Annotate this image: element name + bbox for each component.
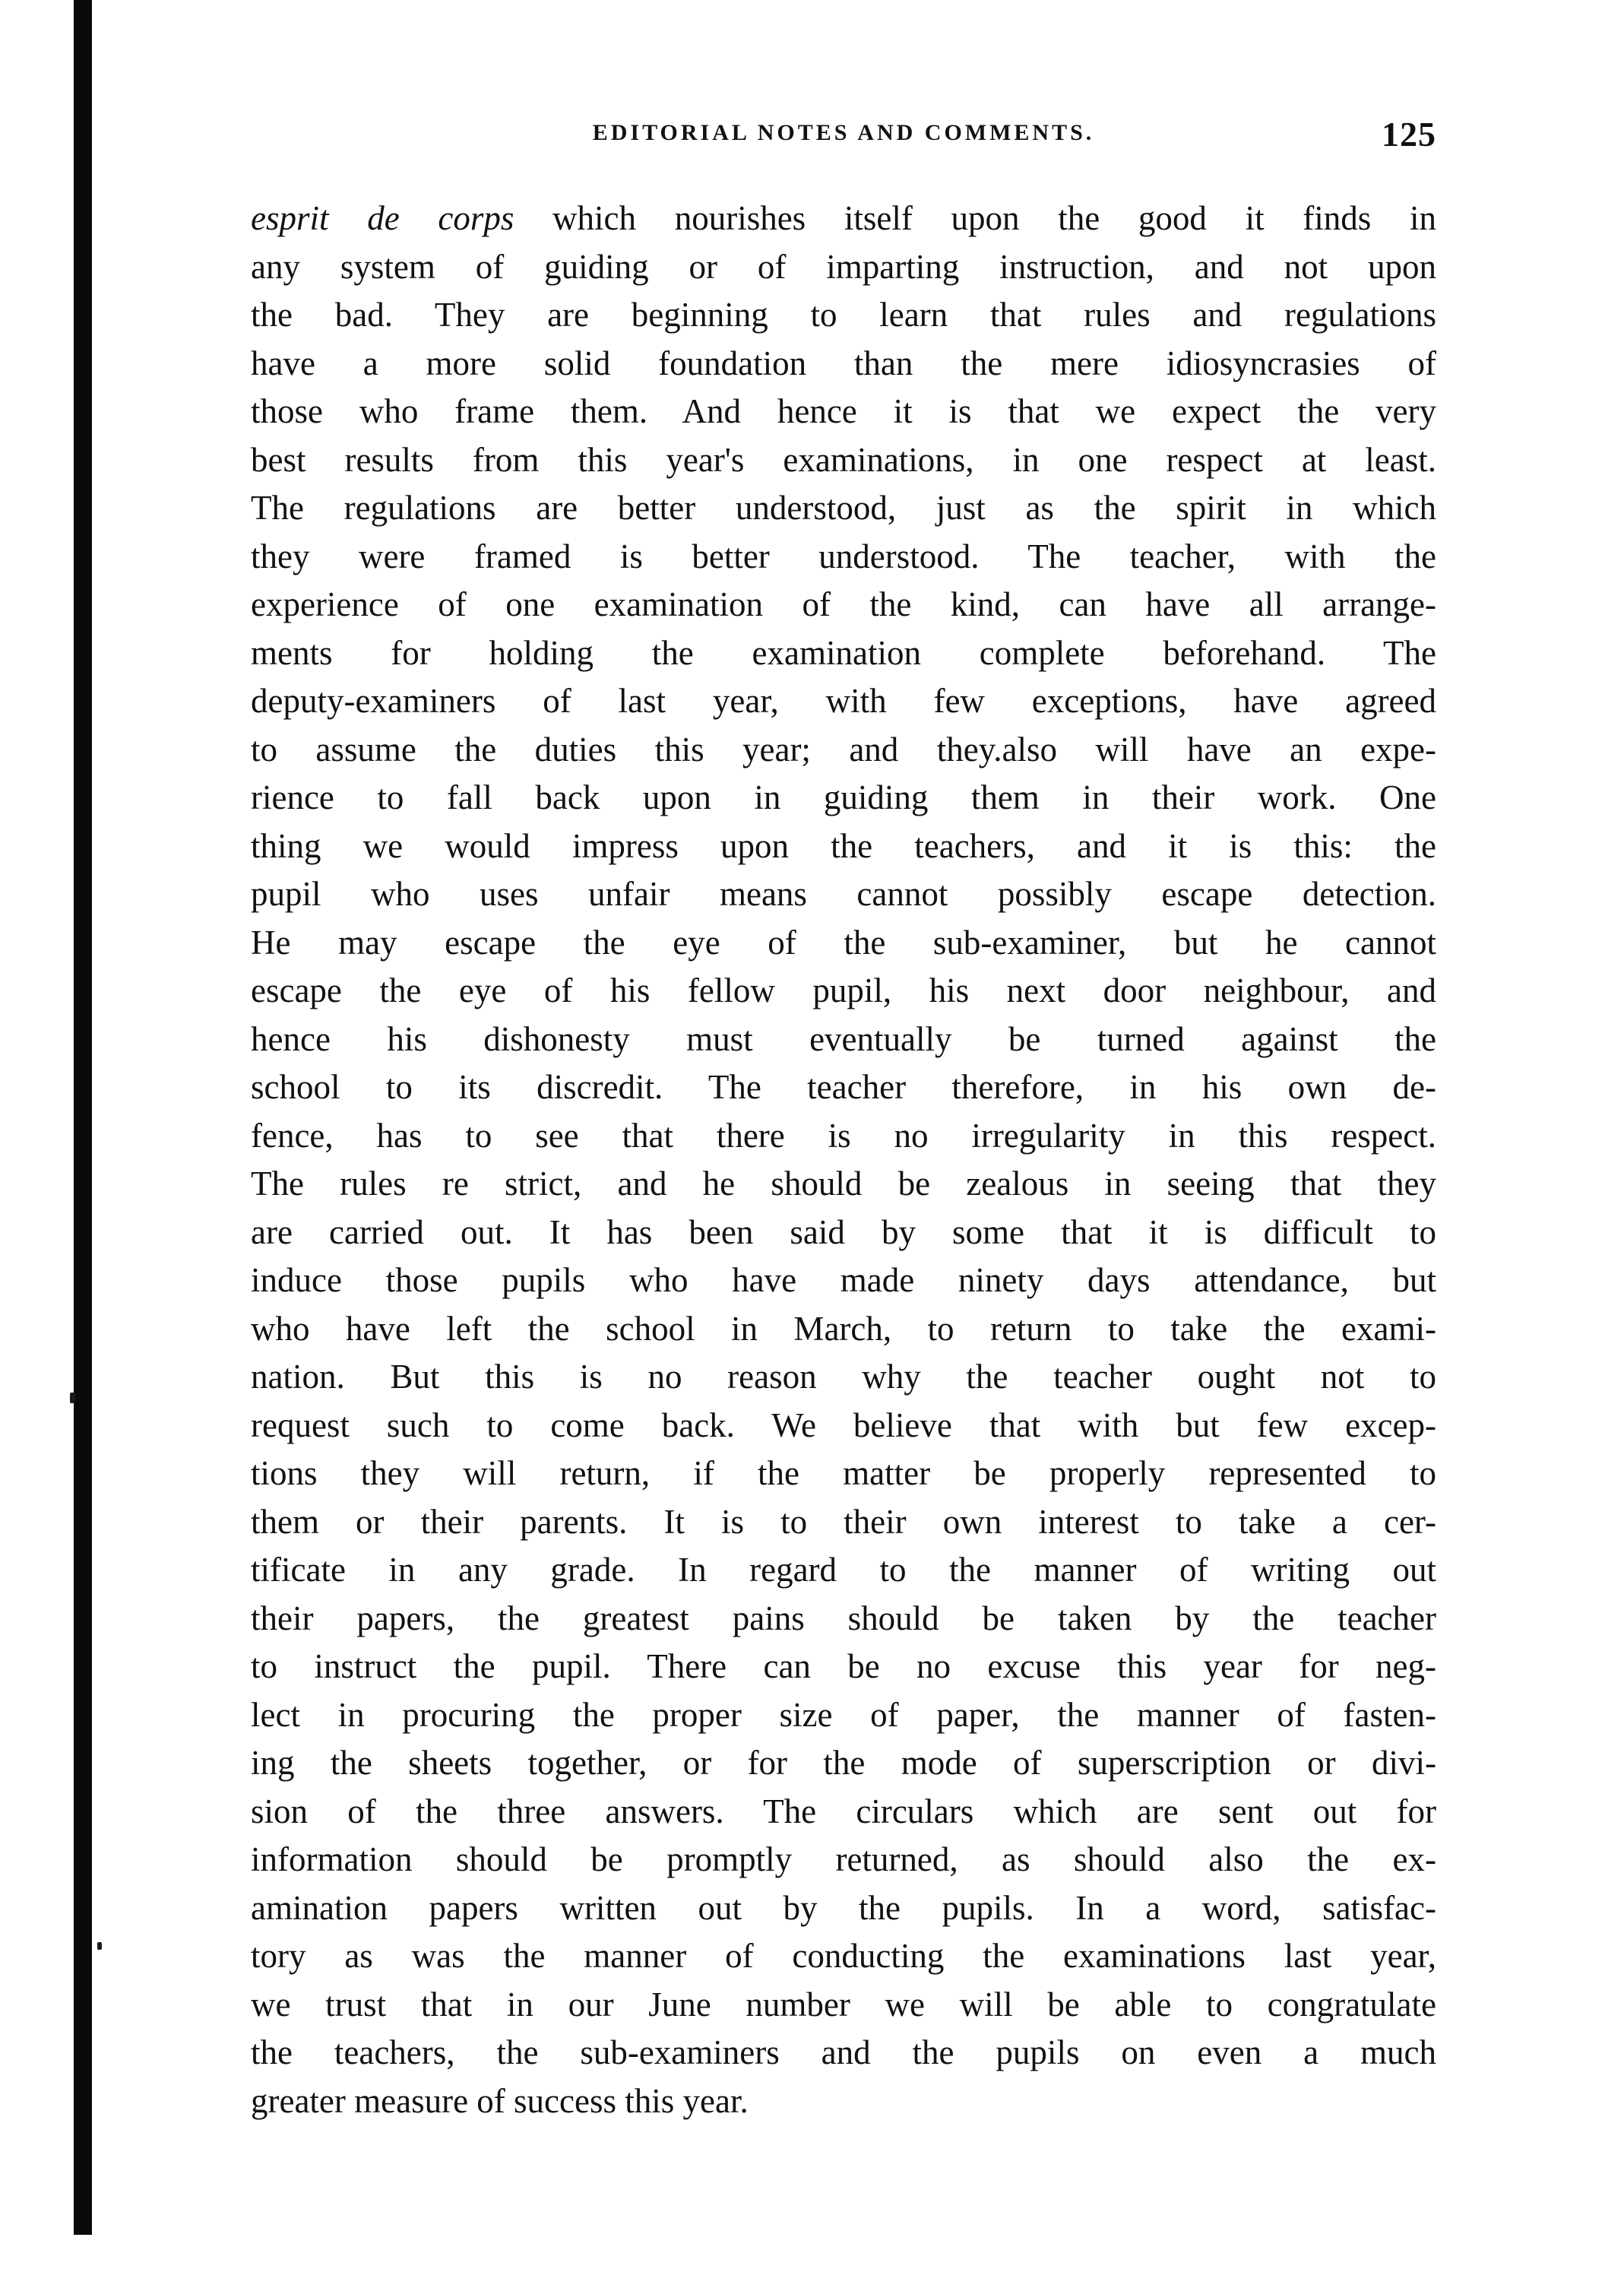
text-line: sion of the three answers. The circulars which are sent out for xyxy=(251,1792,1436,1830)
text-line: any system of guiding or of imparting instruction, and not upon xyxy=(251,247,1436,286)
text-line: to assume the duties this year; and they.also will have an expe- xyxy=(251,730,1436,768)
text-line: best results from this year's examinations, in one respect at least. xyxy=(251,440,1436,479)
body-text xyxy=(251,195,1436,2125)
text-line: to instruct the pupil. There can be no excuse this year for neg- xyxy=(251,1647,1436,1685)
running-head xyxy=(251,115,1436,166)
text-line-rest: which nourishes itself upon the good it finds in xyxy=(514,199,1436,237)
text-line: greater measure of success this year. xyxy=(251,2081,749,2120)
text-line: He may escape the eye of the sub-examiner, but he cannot xyxy=(251,923,1436,962)
text-line: pupil who uses unfair means cannot possibly escape detection. xyxy=(251,875,1436,913)
text-line: tory as was the manner of conducting the examinations last year, xyxy=(251,1937,1436,1975)
italic-phrase: esprit de corps xyxy=(251,199,514,237)
text-line: the teachers, the sub-examiners and the pupils on even a much xyxy=(251,2033,1436,2071)
text-line: have a more solid foundation than the mere idiosyncrasies of xyxy=(251,344,1436,382)
page-binding-edge xyxy=(74,0,92,2235)
text-line: experience of one examination of the kind, can have all arrange- xyxy=(251,585,1436,623)
text-line: we trust that in our June number we will be able to congratulate xyxy=(251,1985,1436,2023)
text-line: are carried out. It has been said by some that it is difficult to xyxy=(251,1212,1436,1251)
text-line: who have left the school in March, to return to take the exami- xyxy=(251,1309,1436,1348)
text-line: those who frame them. And hence it is that we expect the very xyxy=(251,392,1436,430)
text-line: school to its discredit. The teacher therefore, in his own de- xyxy=(251,1068,1436,1106)
text-line: the bad. They are beginning to learn that rules and regulations xyxy=(251,296,1436,334)
text-line: hence his dishonesty must eventually be turned against the xyxy=(251,1019,1436,1058)
margin-mark xyxy=(70,1393,75,1403)
text-line: thing we would impress upon the teachers, and it is this: the xyxy=(251,826,1436,865)
text-line: information should be promptly returned, as should also the ex- xyxy=(251,1840,1436,1878)
text-line: tificate in any grade. In regard to the manner of writing out xyxy=(251,1551,1436,1589)
text-line: amination papers written out by the pupils. In a word, satisfac- xyxy=(251,1888,1436,1927)
text-line: lect in procuring the proper size of paper, the manner of fasten- xyxy=(251,1695,1436,1734)
margin-mark xyxy=(97,1942,102,1950)
running-title: EDITORIAL NOTES AND COMMENTS. xyxy=(592,120,1095,145)
text-line xyxy=(251,195,1436,243)
page-number: 125 xyxy=(1382,115,1436,154)
text-line: their papers, the greatest pains should be taken by the teacher xyxy=(251,1599,1436,1637)
text-line: induce those pupils who have made ninety days attendance, but xyxy=(251,1261,1436,1299)
text-line: escape the eye of his fellow pupil, his next door neighbour, and xyxy=(251,971,1436,1009)
text-line: ments for holding the examination complete beforehand. The xyxy=(251,633,1436,672)
text-line: deputy-examiners of last year, with few exceptions, have agreed xyxy=(251,682,1436,720)
text-line: The rules re strict, and he should be zealous in seeing that they xyxy=(251,1165,1436,1203)
text-line: ing the sheets together, or for the mode of superscription or divi- xyxy=(251,1744,1436,1782)
text-line: tions they will return, if the matter be properly represented to xyxy=(251,1454,1436,1492)
text-line: they were framed is better understood. The teacher, with the xyxy=(251,537,1436,575)
text-line: The regulations are better understood, just as the spirit in which xyxy=(251,489,1436,527)
text-line: fence, has to see that there is no irregularity in this respect. xyxy=(251,1116,1436,1155)
text-line: rience to fall back upon in guiding them in their work. One xyxy=(251,778,1436,816)
text-line: request such to come back. We believe that with but few excep- xyxy=(251,1405,1436,1444)
text-line: nation. But this is no reason why the teacher ought not to xyxy=(251,1358,1436,1396)
text-line: them or their parents. It is to their own interest to take a cer- xyxy=(251,1502,1436,1541)
